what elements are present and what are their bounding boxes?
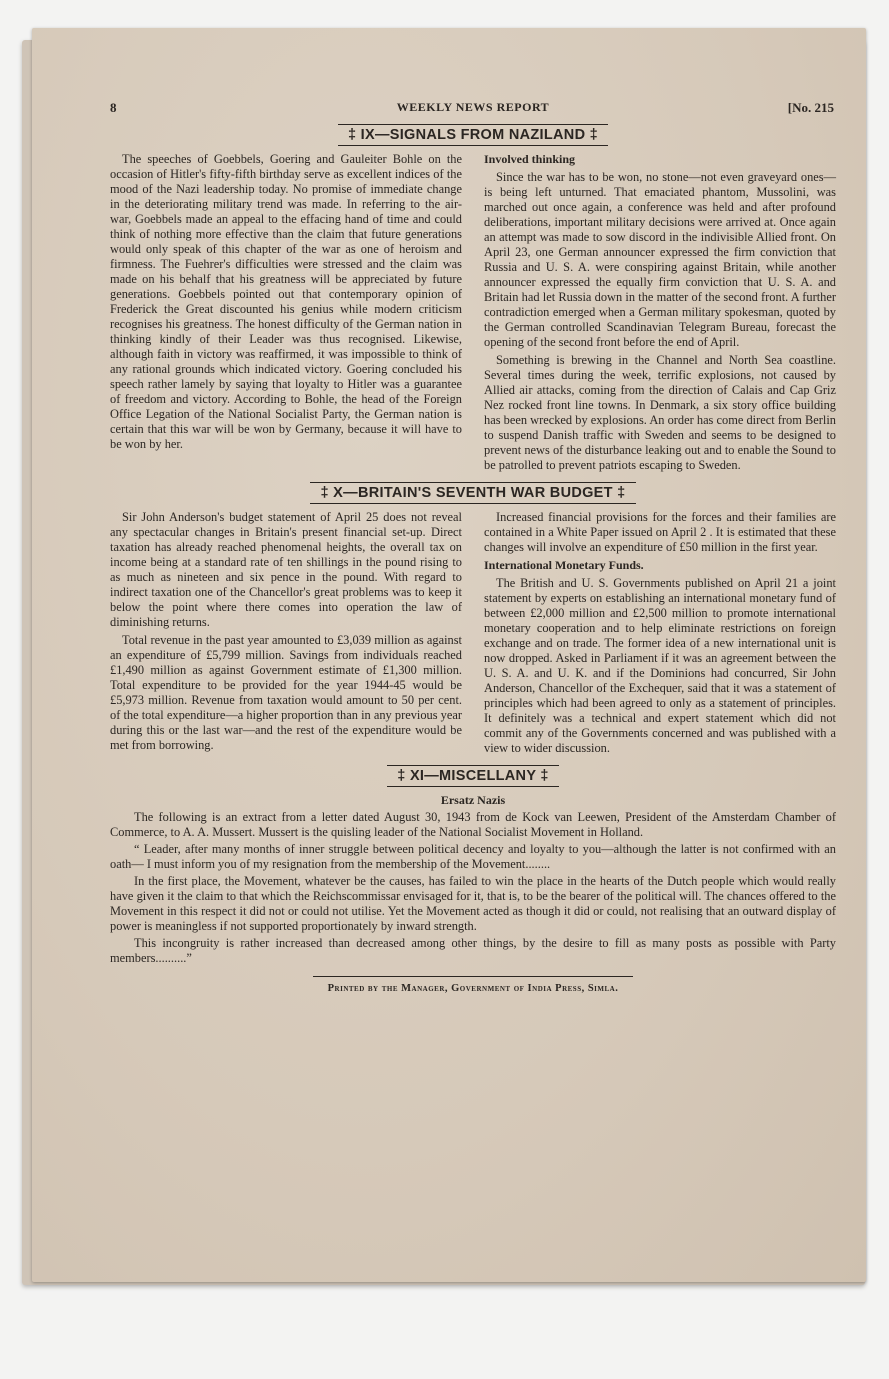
paragraph: In the first place, the Movement, whatever be the causes, has failed to win the place in the hearts of the Dutch people which would really have given it the claim to that which the Reichscommissar envisaged for it, that is, to be the bearer of the political will. The chances offered to the Movement in this respect it did not or could not utilise. Yet the Movement acted as though it did or could, not realising that an outward display of power is meaningless if not supported proportionately by inward strength. <box>110 874 836 933</box>
page-number: 8 <box>110 100 117 115</box>
section-heading-x: ‡ X—BRITAIN'S SEVENTH WAR BUDGET ‡ <box>110 482 836 504</box>
printer-imprint: Printed by the Manager, Government of India Press, Simla. <box>327 983 619 994</box>
paragraph: The British and U. S. Governments published on April 21 a joint statement by experts on establishing an international monetary fund of between £2,000 million and £2,500 million to promote international monetary cooperation and to help eliminate restrictions on foreign exchange and on trade. The former idea of a new international unit is now dropped. Asked in Parliament if it was an agreement between the U. S. A. and U. K. and if the Dominions had concurred, Sir John Anderson, Chancellor of the Exchequer, said that it was a statement of principles which had been agreed to only as a statement of principles. It definitely was a technical and expert statement which did not commit any of the Governments concerned and was published with a view to wider discussion. <box>484 576 836 755</box>
paragraph: Increased financial provisions for the forces and their families are contained in a White Paper issued on April 2 . It is estimated that these changes will involve an expenditure of £50 million in the first year. <box>484 510 836 554</box>
section-x-right-column <box>484 510 836 759</box>
paragraph: Total revenue in the past year amounted to £3,039 million as against an expenditure of £5,799 million. Savings from individuals reached £1,490 million as against Government estimate of £1,300 million. Total expenditure to be provided for the year 1944-45 would be £5,973 million. Revenue from taxation would amount to 50 per cent. of the total expenditure—a higher proportion than in any previous year during this or the last war—and the rest of the expenditure would be met from borrowing. <box>110 633 462 752</box>
paragraph: This incongruity is rather increased than decreased among other things, by the desire to fill as many posts as possible with Party members..........” <box>110 936 836 965</box>
section-ix-columns <box>110 152 836 476</box>
issue-number: [No. 215 <box>787 100 834 115</box>
section-x-left-column <box>110 510 462 759</box>
subheading-monetary-funds: International Monetary Funds. <box>484 558 644 572</box>
page-content <box>110 100 836 996</box>
paragraph: Sir John Anderson's budget statement of April 25 does not reveal any spectacular changes in Britain's present financial set-up. Direct taxation has already reached phenomenal heights, the overall tax on income being at a standard rate of ten shillings in the pound rising to as much as nineteen and six pence in the pound. With regard to indirect taxation one of the Chancellor's great problems was to keep it below the point where there comes into operation the law of diminishing returns. <box>110 510 462 629</box>
subheading-involved-thinking: Involved thinking <box>484 152 576 166</box>
paragraph: “ Leader, after many months of inner struggle between political decency and loyalty to you—although the latter is not confirmed with an oath— I must inform you of my resignation from the membership of the Movement........ <box>110 842 836 871</box>
paragraph: Something is brewing in the Channel and North Sea coastline. Several times during the week, terrific explosions, not caused by Allied air attacks, coming from the direction of Calais and Cap Griz Nez rocked front line towns. In Denmark, a six story office building has been wrecked by explosions. An order has come direct from Berlin to suspend Danish traffic with Sweden and seems to be designed to prevent news of the disturbance leaking out and to enable the Sound to be patrolled to prevent patriots escaping to Sweden. <box>484 353 836 472</box>
paragraph: The speeches of Goebbels, Goering and Gauleiter Bohle on the occasion of Hitler's fifty-fifth birthday serve as excellent indices of the mood of the Nazi leadership today. No promise of immediate change in the deteriorating military trend was made. In referring to the air-war, Goebbels made an appeal to the effacing hand of time and could think of nothing more effective than the claim that future generations would only speak of this chapter of the war as one of heroism and firmness. The Fuehrer's difficulties were stressed and the claim was made on his behalf that his greatness will be appreciated by future generations. Goebbels pointed out that contemporary opinion of Frederick the Great discounted his genius while modern criticism recognises his greatness. The honest difficulty of the German nation in thinking kindly of their Leader was thus recognised. Likewise, although faith in victory was reaffirmed, it was impossible to think of any rational grounds which indicated victory. Goering concluded his speech rather lamely by saying that loyalty to Hitler was a guarantee of freedom and victory. According to Bohle, the head of the Foreign Office Legation of the National Socialist Party, the German nation is certain that this war will be won by Germany, because it will have to be won by her. <box>110 152 462 451</box>
section-ix-left-column <box>110 152 462 476</box>
subheading-ersatz-nazis: Ersatz Nazis <box>440 793 506 807</box>
page-header <box>110 100 836 118</box>
paragraph: The following is an extract from a letter dated August 30, 1943 from de Kock van Leewen, President of the Amsterdam Chamber of Commerce, to A. A. Mussert. Mussert is the quisling leader of the National Socialist Movement in Holland. <box>110 810 836 839</box>
section-xi-body <box>110 810 836 966</box>
publication-title: WEEKLY NEWS REPORT <box>396 100 550 114</box>
paragraph: Since the war has to be won, no stone—not even graveyard ones—is being left unturned. That emaciated phantom, Mussolini, was marched out once again, a conference was held and after profound deliberations, important military decisions were arrived at. Once again an attempt was made to sow discord in the indivisible Allied front. On April 23, one German announcer expressed the firm conviction that Russia and U. S. A. were conspiring against Britain, while another announcer expressed the equally firm conviction that U. S. A. and Britain had let Russia down in the matter of the second front. A further contradiction emerged when a German military spokesman, quoted by the German controlled Scandinavian Telegram Bureau, forecast the opening of the second front before the end of April. <box>484 170 836 349</box>
footer-rule <box>313 976 633 977</box>
newspaper-page <box>32 28 866 1282</box>
section-heading-xi: ‡ XI—MISCELLANY ‡ <box>110 765 836 787</box>
section-heading-ix: ‡ IX—SIGNALS FROM NAZILAND ‡ <box>110 124 836 146</box>
section-x-columns <box>110 510 836 759</box>
section-ix-right-column <box>484 152 836 476</box>
